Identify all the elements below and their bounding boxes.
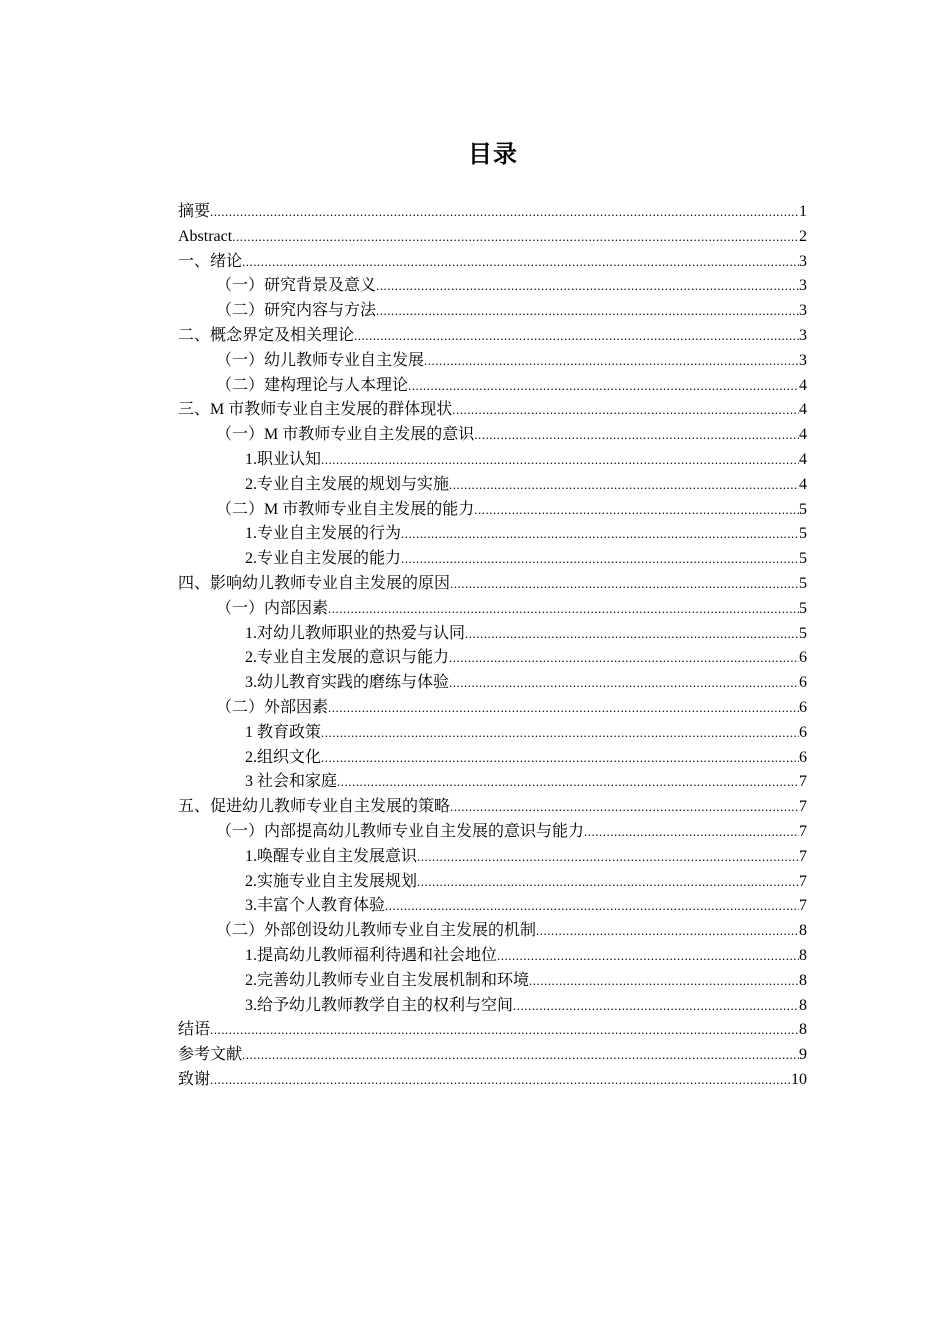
toc-entry-label: （二）外部创设幼儿教师专业自主发展的机制 <box>216 922 537 940</box>
toc-entry-label: 2.专业自主发展的能力 <box>245 550 402 568</box>
toc-dot-leader <box>408 374 799 399</box>
toc-entry[interactable] <box>178 547 807 572</box>
toc-entry[interactable] <box>178 274 807 299</box>
toc-dot-leader <box>321 448 799 473</box>
toc-entry-page-number: 4 <box>799 450 807 468</box>
toc-entry-page-number: 5 <box>799 525 807 543</box>
toc-entry-label: Abstract <box>178 227 233 245</box>
toc-entry-page-number: 5 <box>799 500 807 518</box>
toc-entry-label: 致谢 <box>178 1070 211 1088</box>
toc-dot-leader <box>474 423 799 448</box>
toc-entry-label: 三、M 市教师专业自主发展的群体现状 <box>178 401 453 419</box>
toc-dot-leader <box>449 671 799 696</box>
toc-dot-leader <box>465 622 799 647</box>
toc-dot-leader <box>417 845 799 870</box>
toc-dot-leader <box>354 324 799 349</box>
toc-dot-leader <box>449 473 799 498</box>
toc-entry-page-number: 6 <box>799 723 807 741</box>
toc-entry[interactable] <box>178 448 807 473</box>
toc-dot-leader <box>417 870 799 895</box>
toc-entry-label: 2.专业自主发展的意识与能力 <box>245 649 450 667</box>
toc-entry-page-number: 8 <box>799 971 807 989</box>
toc-entry-label: 结语 <box>178 1021 211 1039</box>
toc-entry[interactable] <box>178 498 807 523</box>
toc-entry-label: 参考文献 <box>178 1046 243 1064</box>
toc-dot-leader <box>210 200 799 225</box>
toc-dot-leader <box>210 1018 799 1043</box>
toc-dot-leader <box>232 225 799 250</box>
toc-entry[interactable] <box>178 994 807 1019</box>
toc-entry-label: 1.提高幼儿教师福利待遇和社会地位 <box>245 946 498 964</box>
toc-entry[interactable] <box>178 622 807 647</box>
toc-dot-leader <box>474 498 799 523</box>
toc-entry-page-number: 10 <box>791 1070 807 1088</box>
toc-dot-leader <box>584 820 799 845</box>
toc-entry-label: 1 教育政策 <box>245 723 322 741</box>
toc-entry-page-number: 3 <box>799 302 807 320</box>
toc-dot-leader <box>328 696 799 721</box>
toc-entry-label: （一）内部因素 <box>216 599 329 617</box>
toc-dot-leader <box>385 894 799 919</box>
toc-entry[interactable] <box>178 696 807 721</box>
toc-entry-page-number: 6 <box>799 674 807 692</box>
toc-entry[interactable] <box>178 820 807 845</box>
toc-entry-label: 摘要 <box>178 203 211 220</box>
toc-entry-page-number: 4 <box>799 401 807 419</box>
toc-entry-label: 1.职业认知 <box>245 450 322 468</box>
toc-entry-page-number: 5 <box>799 599 807 617</box>
toc-entry-label: 四、影响幼儿教师专业自主发展的原因 <box>178 574 451 592</box>
toc-dot-leader <box>452 398 799 423</box>
toc-entry[interactable] <box>178 646 807 671</box>
toc-entry-page-number: 4 <box>799 376 807 394</box>
toc-dot-leader <box>321 746 799 771</box>
toc-entry[interactable] <box>178 572 807 597</box>
toc-dot-leader <box>376 274 799 299</box>
toc-entry[interactable] <box>178 770 807 795</box>
toc-title: 目录 <box>468 142 518 168</box>
toc-dot-leader <box>449 646 799 671</box>
toc-entry[interactable] <box>178 919 807 944</box>
toc-entry-label: （二）M 市教师专业自主发展的能力 <box>216 500 475 518</box>
toc-entry-page-number: 8 <box>799 1021 807 1039</box>
toc-dot-leader <box>337 770 799 795</box>
toc-entry-page-number: 3 <box>799 326 807 344</box>
toc-entry-label: （一）M 市教师专业自主发展的意识 <box>216 426 475 444</box>
toc-entry-page-number: 7 <box>799 773 807 791</box>
toc-entry-page-number: 7 <box>799 822 807 840</box>
toc-entry-page-number: 8 <box>799 996 807 1014</box>
toc-entry[interactable] <box>178 944 807 969</box>
toc-entry[interactable] <box>178 721 807 746</box>
table-of-contents <box>178 200 807 1093</box>
toc-entry[interactable] <box>178 1043 807 1068</box>
toc-entry-label: （一）研究背景及意义 <box>216 277 377 295</box>
toc-entry-label: 2.完善幼儿教师专业自主发展机制和环境 <box>245 971 530 989</box>
toc-entry-page-number: 5 <box>799 574 807 592</box>
toc-entry-label: 3.给予幼儿教师教学自主的权利与空间 <box>245 996 514 1014</box>
toc-entry-label: （二）研究内容与方法 <box>216 302 377 320</box>
toc-entry-label: （一）内部提高幼儿教师专业自主发展的意识与能力 <box>216 822 585 840</box>
toc-entry-label: 2.实施专业自主发展规划 <box>245 872 418 890</box>
toc-entry[interactable] <box>178 746 807 771</box>
toc-entry-page-number: 6 <box>799 748 807 766</box>
toc-entry-page-number: 1 <box>799 203 807 220</box>
toc-entry-label: 二、概念界定及相关理论 <box>178 326 355 344</box>
toc-entry[interactable] <box>178 845 807 870</box>
toc-dot-leader <box>497 944 799 969</box>
toc-entry[interactable] <box>178 795 807 820</box>
toc-entry-page-number: 2 <box>799 227 807 245</box>
toc-entry-label: （二）外部因素 <box>216 698 329 716</box>
toc-dot-leader <box>450 795 799 820</box>
toc-entry[interactable] <box>178 870 807 895</box>
toc-entry-page-number: 7 <box>799 897 807 915</box>
toc-entry[interactable] <box>178 969 807 994</box>
toc-entry-label: 五、促进幼儿教师专业自主发展的策略 <box>178 798 451 816</box>
toc-entry[interactable] <box>178 597 807 622</box>
toc-entry-page-number: 4 <box>799 426 807 444</box>
toc-entry-page-number: 4 <box>799 475 807 493</box>
toc-entry-page-number: 7 <box>799 872 807 890</box>
toc-entry[interactable] <box>178 1068 807 1093</box>
toc-entry[interactable] <box>178 423 807 448</box>
toc-entry-page-number: 9 <box>799 1046 807 1064</box>
toc-entry-page-number: 8 <box>799 946 807 964</box>
toc-dot-leader <box>210 1068 791 1093</box>
toc-dot-leader <box>424 349 799 374</box>
toc-entry-page-number: 3 <box>799 351 807 369</box>
toc-entry-label: 2.专业自主发展的规划与实施 <box>245 475 450 493</box>
toc-dot-leader <box>529 969 799 994</box>
toc-entry-label: 3 社会和家庭 <box>245 773 338 791</box>
toc-entry[interactable] <box>178 374 807 399</box>
toc-entry[interactable] <box>178 299 807 324</box>
toc-entry[interactable] <box>178 225 807 250</box>
toc-entry[interactable] <box>178 473 807 498</box>
toc-entry[interactable] <box>178 398 807 423</box>
toc-entry-page-number: 5 <box>799 624 807 642</box>
toc-dot-leader <box>536 919 799 944</box>
toc-dot-leader <box>242 250 799 275</box>
toc-entry[interactable] <box>178 324 807 349</box>
toc-entry-page-number: 8 <box>799 922 807 940</box>
toc-entry[interactable] <box>178 1018 807 1043</box>
toc-dot-leader <box>376 299 799 324</box>
toc-entry-page-number: 7 <box>799 798 807 816</box>
toc-entry-label: （一）幼儿教师专业自主发展 <box>216 351 425 369</box>
toc-entry-page-number: 3 <box>799 277 807 295</box>
toc-entry-label: 3.丰富个人教育体验 <box>245 897 386 915</box>
toc-dot-leader <box>401 522 799 547</box>
toc-dot-leader <box>450 572 799 597</box>
toc-dot-leader <box>242 1043 799 1068</box>
toc-entry-page-number: 5 <box>799 550 807 568</box>
toc-entry-label: 3.幼儿教育实践的磨练与体验 <box>245 674 450 692</box>
toc-entry-page-number: 6 <box>799 698 807 716</box>
toc-entry[interactable] <box>178 894 807 919</box>
toc-entry-label: 一、绪论 <box>178 252 243 270</box>
toc-entry[interactable] <box>178 671 807 696</box>
toc-dot-leader <box>328 597 799 622</box>
toc-entry[interactable] <box>178 522 807 547</box>
toc-entry[interactable] <box>178 250 807 275</box>
toc-entry-page-number: 3 <box>799 252 807 270</box>
toc-entry-label: （二）建构理论与人本理论 <box>216 376 409 394</box>
toc-entry-label: 1.对幼儿教师职业的热爱与认同 <box>245 624 466 642</box>
toc-dot-leader <box>513 994 799 1019</box>
toc-dot-leader <box>321 721 799 746</box>
toc-entry-label: 1.专业自主发展的行为 <box>245 525 402 543</box>
toc-entry-label: 2.组织文化 <box>245 748 322 766</box>
toc-entry[interactable] <box>178 200 807 225</box>
toc-entry[interactable] <box>178 349 807 374</box>
toc-dot-leader <box>401 547 799 572</box>
toc-entry-page-number: 6 <box>799 649 807 667</box>
toc-entry-label: 1.唤醒专业自主发展意识 <box>245 847 418 865</box>
toc-entry-page-number: 7 <box>799 847 807 865</box>
